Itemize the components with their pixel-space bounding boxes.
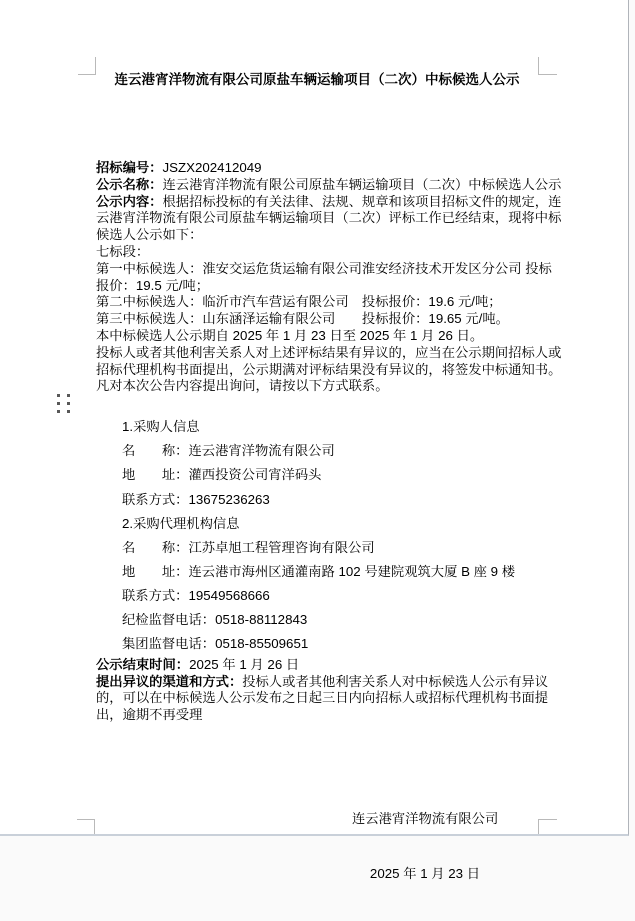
signature-section — [352, 773, 498, 921]
text-line — [96, 227, 561, 244]
field-text: JSZX202412049 — [162, 159, 262, 175]
field-text: 招标代理机构书面提出，公示期满对评标结果没有异议的，将签发中标通知书。 — [96, 361, 562, 377]
text-line — [122, 488, 515, 512]
text-line — [96, 244, 561, 261]
text-line — [96, 160, 561, 177]
text-line — [122, 584, 515, 608]
text-line — [96, 261, 561, 278]
text-boundary-mark-bottom-left — [77, 819, 95, 834]
text-line — [122, 560, 515, 584]
text-line — [96, 278, 561, 295]
field-label: 提出异议的渠道和方式： — [96, 673, 243, 689]
text-line — [122, 463, 515, 487]
closing-section — [96, 608, 548, 724]
field-text: 连云港宵洋物流有限公司原盐车辆运输项目（二次）中标候选人公示 — [162, 176, 562, 192]
text-boundary-mark-top-right — [538, 57, 557, 75]
text-line — [96, 210, 561, 227]
field-text: 第二中标候选人：临沂市汽车营运有限公司 投标报价：19.6 元/吨； — [96, 294, 502, 310]
field-text: 投标人或者其他利害关系人对中标候选人公示有异议 — [242, 673, 549, 689]
field-label: 公示名称： — [96, 176, 163, 192]
text-line — [96, 194, 561, 211]
signature-company: 连云港宵洋物流有限公司 — [352, 810, 499, 826]
field-text: 名 称：江苏卓旭工程管理咨询有限公司 — [122, 539, 375, 555]
text-line — [96, 674, 548, 691]
field-text: 1.采购人信息 — [122, 419, 200, 435]
field-text: 七标段： — [96, 243, 150, 259]
field-text: 联系方式：19549568666 — [122, 587, 270, 603]
text-line — [96, 177, 561, 194]
text-line — [122, 512, 515, 536]
text-line — [122, 536, 515, 560]
field-label: 公示内容： — [96, 193, 163, 209]
text-boundary-mark-top-left — [78, 57, 96, 75]
field-text: 根据招标投标的有关法律、法规、规章和该项目招标文件的规定，连 — [162, 193, 562, 209]
field-text: 2025 年 1 月 26 日 — [189, 657, 300, 673]
text-line — [96, 311, 561, 328]
field-text: 凡对本次公告内容提出询问，请按以下方式联系。 — [96, 378, 389, 394]
field-text: 集团监督电话：0518-85509651 — [122, 636, 309, 652]
field-text: 联系方式：13675236263 — [122, 491, 270, 507]
signature-date: 2025 年 1 月 23 日 — [369, 866, 481, 881]
field-text: 报价：19.5 元/吨； — [96, 277, 210, 293]
field-text: 候选人公示如下： — [96, 227, 203, 243]
field-text: 地 址：灌西投资公司宵洋码头 — [122, 467, 322, 483]
field-text: 第一中标候选人：淮安交运危货运输有限公司淮安经济技术开发区分公司 投标 — [96, 260, 552, 276]
field-text: 2.采购代理机构信息 — [122, 515, 240, 531]
field-text: 的，可以在中标候选人公示发布之日起三日内向招标人或招标代理机构书面提 — [96, 690, 549, 706]
text-line — [122, 415, 515, 439]
text-line — [96, 294, 561, 311]
field-text: 第三中标候选人：山东涵泽运输有限公司 投标报价：19.65 元/吨。 — [96, 311, 509, 327]
text-line — [96, 707, 548, 724]
field-text: 名 称：连云港宵洋物流有限公司 — [122, 443, 335, 459]
field-text: 云港宵洋物流有限公司原盐车辆运输项目（二次）评标工作已经结束，现将中标 — [96, 210, 562, 226]
field-text: 出，逾期不再受理 — [96, 707, 203, 723]
text-line — [122, 439, 515, 463]
drag-handle-icon[interactable] — [57, 394, 70, 413]
field-label: 公示结束时间： — [96, 657, 190, 673]
document-title: 连云港宵洋物流有限公司原盐车辆运输项目（二次）中标候选人公示 — [114, 72, 520, 87]
text-line — [96, 657, 548, 674]
text-line — [96, 690, 548, 707]
text-boundary-mark-bottom-right — [538, 819, 557, 834]
field-text: 纪检监督电话：0518-88112843 — [122, 612, 308, 628]
field-text: 地 址：连云港市海州区通灌南路 102 号建院观筑大厦 B 座 9 楼 — [122, 563, 516, 579]
field-text: 投标人或者其他利害关系人对上述评标结果有异议的，应当在公示期间招标人或 — [96, 344, 562, 360]
field-label: 招标编号： — [96, 159, 163, 175]
field-text: 本中标候选人公示期自 2025 年 1 月 23 日至 2025 年 1 月 26 日。 — [96, 327, 484, 343]
